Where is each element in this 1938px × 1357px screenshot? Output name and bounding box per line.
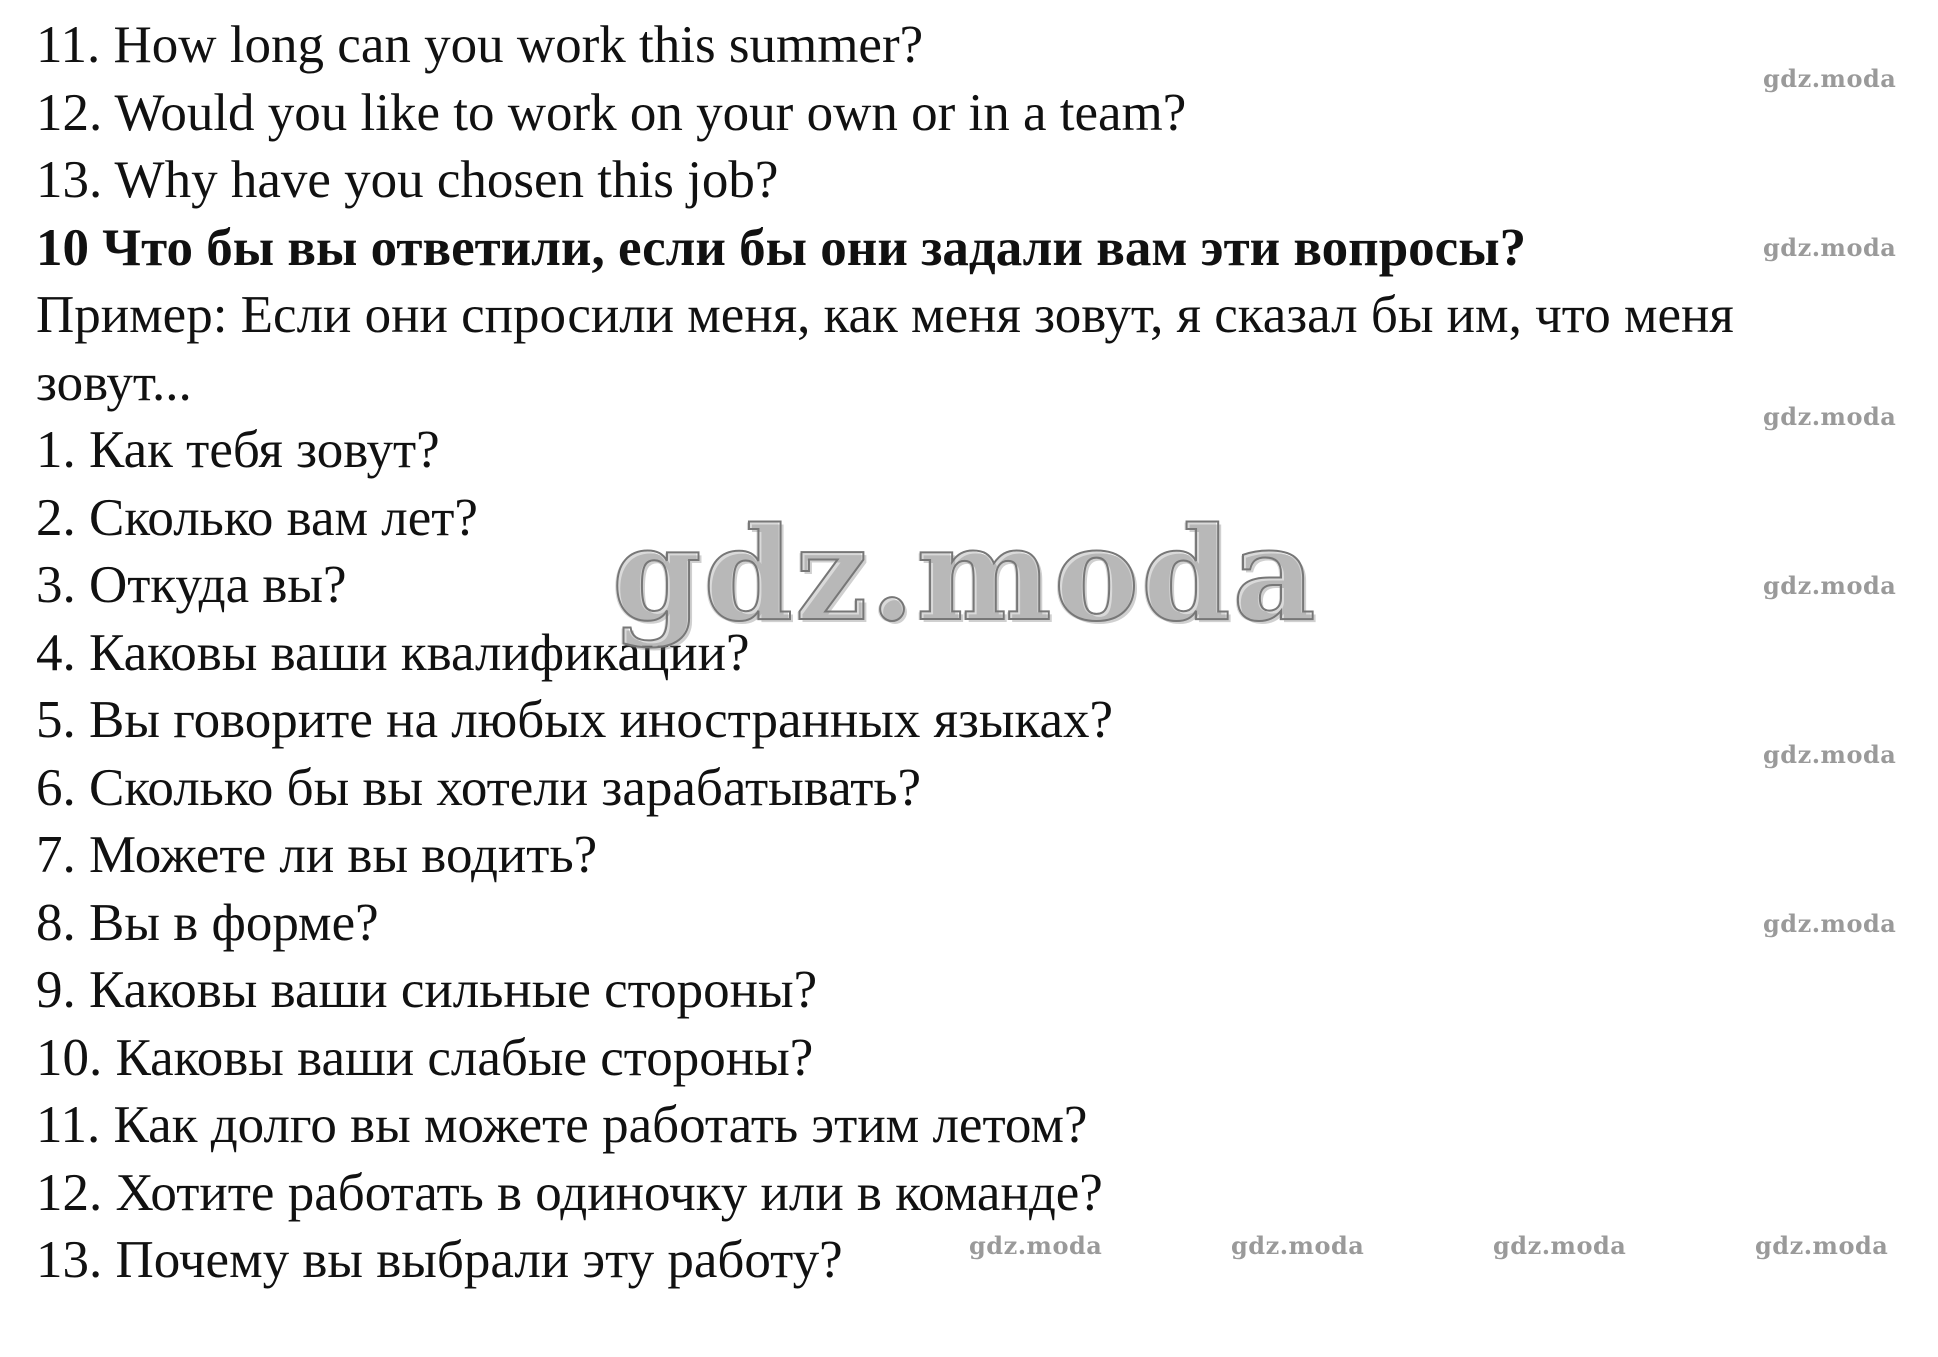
- watermark-small: gdz.moda: [1493, 1231, 1627, 1260]
- text-line: Пример: Если они спросили меня, как меня зовут, я сказал бы им, что меня: [36, 286, 1734, 344]
- text-line: 5. Вы говорите на любых иностранных языках?: [36, 691, 1114, 749]
- text-line: 6. Сколько бы вы хотели зарабатывать?: [36, 758, 922, 817]
- watermark-small: gdz.moda: [1763, 402, 1897, 431]
- text-line: 2. Сколько вам лет?: [36, 488, 478, 547]
- text-line: 7. Можете ли вы водить?: [36, 826, 598, 884]
- text-line: зовут...: [36, 353, 192, 412]
- watermark-small: gdz.moda: [1763, 233, 1897, 262]
- text-line: 11. Как долго вы можете работать этим летом?: [36, 1096, 1088, 1154]
- watermark-small: gdz.moda: [1763, 571, 1897, 600]
- section-heading: 10 Что бы вы ответили, если бы они задали вам эти вопросы?: [36, 218, 1527, 277]
- text-line: 11. How long can you work this summer?: [36, 16, 924, 74]
- text-line: 9. Каковы ваши сильные стороны?: [36, 961, 818, 1019]
- text-lines: [36, 12, 1916, 1295]
- text-line: 13. Почему вы выбрали эту работу?: [36, 1231, 843, 1289]
- watermark-small: gdz.moda: [1763, 64, 1897, 93]
- watermark-large: gdz.moda: [612, 500, 1318, 650]
- watermark-small: gdz.moda: [969, 1231, 1103, 1260]
- text-line: 8. Вы в форме?: [36, 893, 379, 952]
- watermark-small: gdz.moda: [1763, 909, 1897, 938]
- text-line: 4. Каковы ваши квалификации?: [36, 623, 750, 682]
- text-line: 12. Would you like to work on your own or in a team?: [36, 83, 1187, 142]
- watermark-small: gdz.moda: [1231, 1231, 1365, 1260]
- text-line: 3. Откуда вы?: [36, 556, 347, 614]
- text-line: 13. Why have you chosen this job?: [36, 151, 779, 209]
- watermark-small: gdz.moda: [1755, 1231, 1889, 1260]
- text-line: 12. Хотите работать в одиночку или в команде?: [36, 1163, 1103, 1222]
- text-line: 10. Каковы ваши слабые стороны?: [36, 1028, 814, 1087]
- watermark-small: gdz.moda: [1763, 740, 1897, 769]
- text-line: 1. Как тебя зовут?: [36, 421, 440, 479]
